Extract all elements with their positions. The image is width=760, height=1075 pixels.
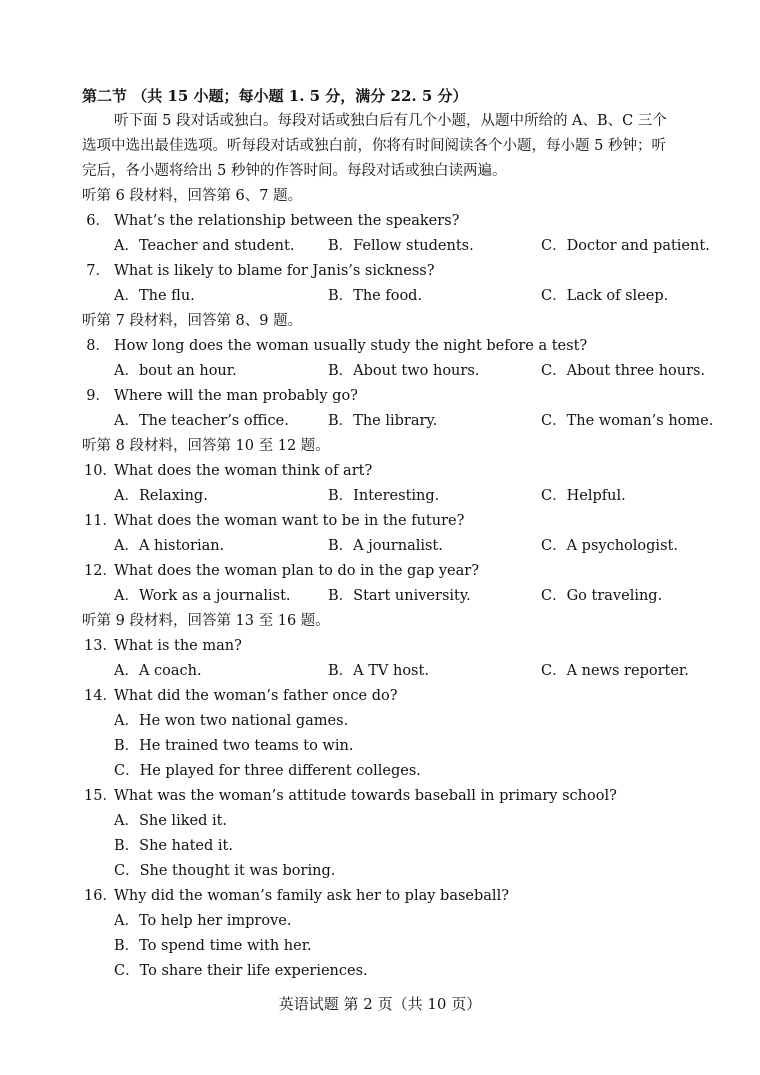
material-group-header: 听第 7 段材料，回答第 8、9 题。 xyxy=(82,313,303,329)
question-number: 12． xyxy=(84,563,117,579)
option-a: A．bout an hour. xyxy=(114,363,237,379)
option-c: C．The woman’s home. xyxy=(541,413,714,429)
question-text: What does the woman plan to do in the gap year? xyxy=(114,563,479,579)
option-c: C．Go traveling. xyxy=(541,588,663,604)
question-number: 15． xyxy=(84,788,117,804)
option-b: B．Fellow students. xyxy=(328,238,474,254)
option-c: C．Lack of sleep. xyxy=(541,288,669,304)
page-footer: 英语试题 第 2 页（共 10 页） xyxy=(278,995,482,1013)
instructions-line-1: 听下面 5 段对话或独白。每段对话或独白后有几个小题，从题中所给的 A、B、C 三个 xyxy=(114,113,667,129)
question-text: How long does the woman usually study the night before a test? xyxy=(114,338,588,354)
option-b: B．Interesting. xyxy=(328,488,440,504)
option-c: C．Doctor and patient. xyxy=(541,238,710,254)
question-number: 10． xyxy=(84,463,117,479)
question-text: What’s the relationship between the speakers? xyxy=(114,213,460,229)
instructions-line-3: 完后，各小题将给出 5 秒钟的作答时间。每段对话或独白读两遍。 xyxy=(82,163,507,179)
option-b: B．He trained two teams to win. xyxy=(114,738,354,754)
option-c: C．A news reporter. xyxy=(541,663,689,679)
question-number: 9． xyxy=(86,388,110,404)
instructions-line-2: 选项中选出最佳选项。听每段对话或独白前，你将有时间阅读各个小题，每小题 5 秒钟；听 xyxy=(82,138,666,154)
option-a: A．Teacher and student. xyxy=(114,238,295,254)
option-b: B．A journalist. xyxy=(328,538,443,554)
question-text: What does the woman want to be in the future? xyxy=(114,513,465,529)
material-group-header: 听第 6 段材料，回答第 6、7 题。 xyxy=(82,188,303,204)
option-b: B．A TV host. xyxy=(328,663,429,679)
option-b: B．She hated it. xyxy=(114,838,233,854)
option-a: A．He won two national games. xyxy=(114,713,349,729)
question-number: 14． xyxy=(84,688,117,704)
question-number: 11． xyxy=(84,513,117,529)
option-a: A．She liked it. xyxy=(114,813,228,829)
option-c: C．She thought it was boring. xyxy=(114,863,336,879)
question-text: What does the woman think of art? xyxy=(114,463,373,479)
option-c: C．He played for three different colleges. xyxy=(114,763,421,779)
option-a: A．To help her improve. xyxy=(114,913,292,929)
question-text: What did the woman’s father once do? xyxy=(114,688,398,704)
option-c: C．About three hours. xyxy=(541,363,706,379)
question-text: Where will the man probably go? xyxy=(114,388,358,404)
question-number: 16． xyxy=(84,888,117,904)
option-c: C．A psychologist. xyxy=(541,538,678,554)
option-b: B．About two hours. xyxy=(328,363,480,379)
material-group-header: 听第 8 段材料，回答第 10 至 12 题。 xyxy=(82,438,330,454)
question-text: What is likely to blame for Janis’s sickness? xyxy=(114,263,435,279)
option-b: B．The food. xyxy=(328,288,423,304)
option-b: B．To spend time with her. xyxy=(114,938,312,954)
question-number: 6． xyxy=(86,213,110,229)
option-a: A．Relaxing. xyxy=(114,488,208,504)
option-a: A．The flu. xyxy=(114,288,195,304)
question-number: 7． xyxy=(86,263,110,279)
option-b: B．Start university. xyxy=(328,588,471,604)
question-text: What is the man? xyxy=(114,638,242,654)
option-c: C．Helpful. xyxy=(541,488,626,504)
material-group-header: 听第 9 段材料，回答第 13 至 16 题。 xyxy=(82,613,330,629)
option-a: A．A historian. xyxy=(114,538,225,554)
section-heading: 第二节 （共 15 小题；每小题 1. 5 分，满分 22. 5 分） xyxy=(82,87,468,105)
option-a: A．A coach. xyxy=(114,663,202,679)
question-number: 8． xyxy=(86,338,110,354)
question-text: Why did the woman’s family ask her to play baseball? xyxy=(114,888,509,904)
option-b: B．The library. xyxy=(328,413,438,429)
question-text: What was the woman’s attitude towards baseball in primary school? xyxy=(114,788,617,804)
question-number: 13． xyxy=(84,638,117,654)
option-a: A．The teacher’s office. xyxy=(114,413,289,429)
option-c: C．To share their life experiences. xyxy=(114,963,368,979)
option-a: A．Work as a journalist. xyxy=(114,588,291,604)
